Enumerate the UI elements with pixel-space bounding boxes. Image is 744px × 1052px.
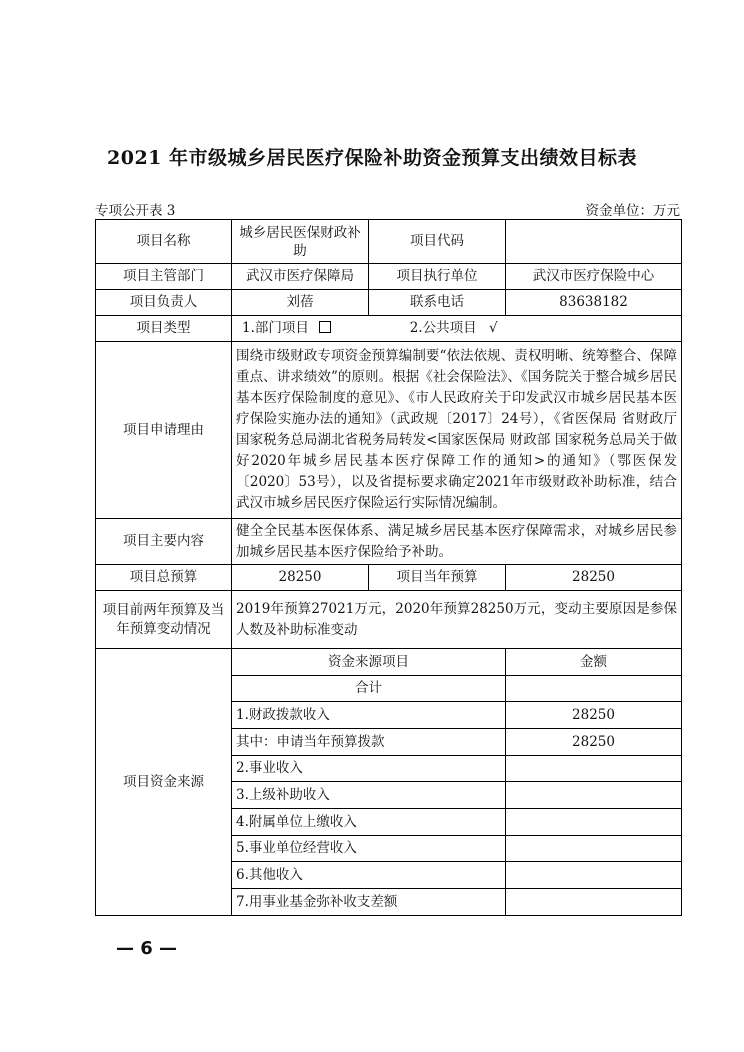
performance-target-table — [95, 219, 682, 916]
funding-item-amount — [506, 676, 682, 702]
funding-item-amount — [506, 836, 682, 862]
phone-value: 83638182 — [506, 290, 682, 316]
table-number: 专项公开表 3 — [95, 203, 176, 219]
content-label: 项目主要内容 — [96, 519, 232, 565]
table-row — [96, 649, 682, 676]
year-budget-value: 28250 — [506, 565, 682, 591]
table-row — [96, 342, 682, 519]
type-option-public: 2.公共项目 — [409, 320, 477, 336]
funding-item-amount: 28250 — [506, 729, 682, 756]
reason-text: 围绕市级财政专项资金预算编制要“依法依规、责权明晰、统筹整合、保障重点、讲求绩效”的原则。根据《社会保险法》、《国务院关于整合城乡居民基本医疗保险制度的意见》、《市人民政府关于印发武汉市城乡居民基本医疗保险实施办法的通知》（武政规〔2017〕24号），《省医保局 省财政厅 国家税务总局湖北省税务局转发<国家医保局 财政部 国家税务总局关于做好2020年城乡居民基本医疗保障工作的通知>的通知》（鄂医保发〔2020〕53号），以及省提标要求确定2021年市级财政补助标准，结合武汉市城乡居民医疗保险运行实际情况编制。 — [232, 342, 682, 519]
funding-item-amount — [506, 782, 682, 809]
dept-value: 武汉市医疗保障局 — [232, 264, 369, 290]
dept-label: 项目主管部门 — [96, 264, 232, 290]
page-number: — 6 — — [116, 938, 178, 959]
table-row — [96, 519, 682, 565]
type-option-department: 1.部门项目 — [242, 320, 309, 336]
project-name-label: 项目名称 — [96, 220, 232, 264]
funding-header-source: 资金来源项目 — [232, 649, 506, 676]
reason-label: 项目申请理由 — [96, 342, 232, 519]
table-row — [96, 565, 682, 591]
lead-value: 刘蓓 — [232, 290, 369, 316]
type-options — [232, 316, 682, 342]
funding-item-amount — [506, 862, 682, 889]
checkmark-icon: √ — [488, 320, 498, 336]
content-text: 健全全民基本医保体系、满足城乡居民基本医疗保障需求，对城乡居民参加城乡居民基本医疗保险给予补助。 — [232, 519, 682, 565]
project-code-label: 项目代码 — [369, 220, 506, 264]
total-budget-label: 项目总预算 — [96, 565, 232, 591]
exec-label: 项目执行单位 — [369, 264, 506, 290]
funding-item-amount — [506, 809, 682, 836]
funding-item-amount: 28250 — [506, 702, 682, 729]
change-text: 2019年预算27021万元，2020年预算28250万元，变动主要原因是参保人数及补助标准变动 — [232, 591, 682, 649]
funding-header-amount: 金额 — [506, 649, 682, 676]
phone-label: 联系电话 — [369, 290, 506, 316]
funding-item-amount — [506, 889, 682, 916]
funding-item-name: 合计 — [232, 676, 506, 702]
exec-value: 武汉市医疗保险中心 — [506, 264, 682, 290]
type-label: 项目类型 — [96, 316, 232, 342]
funding-label: 项目资金来源 — [96, 649, 232, 916]
funding-item-name: 4.附属单位上缴收入 — [232, 809, 506, 836]
funding-item-amount — [506, 756, 682, 782]
checkbox-icon — [319, 321, 331, 333]
funding-item-name: 1.财政拨款收入 — [232, 702, 506, 729]
project-name-value: 城乡居民医保财政补助 — [232, 220, 369, 264]
currency-unit: 资金单位：万元 — [585, 203, 680, 219]
table-row — [96, 316, 682, 342]
funding-item-name: 7.用事业基金弥补收支差额 — [232, 889, 506, 916]
table-row — [96, 591, 682, 649]
year-budget-label: 项目当年预算 — [369, 565, 506, 591]
table-row — [96, 290, 682, 316]
table-row — [96, 264, 682, 290]
project-code-value — [506, 220, 682, 264]
total-budget-value: 28250 — [232, 565, 369, 591]
change-label: 项目前两年预算及当年预算变动情况 — [96, 591, 232, 649]
page-title: 2021 年市级城乡居民医疗保险补助资金预算支出绩效目标表 — [107, 147, 637, 169]
funding-item-name: 6.其他收入 — [232, 862, 506, 889]
funding-item-name: 3.上级补助收入 — [232, 782, 506, 809]
funding-item-name: 其中：申请当年预算拨款 — [232, 729, 506, 756]
lead-label: 项目负责人 — [96, 290, 232, 316]
funding-item-name: 2.事业收入 — [232, 756, 506, 782]
funding-item-name: 5.事业单位经营收入 — [232, 836, 506, 862]
table-row — [96, 220, 682, 264]
